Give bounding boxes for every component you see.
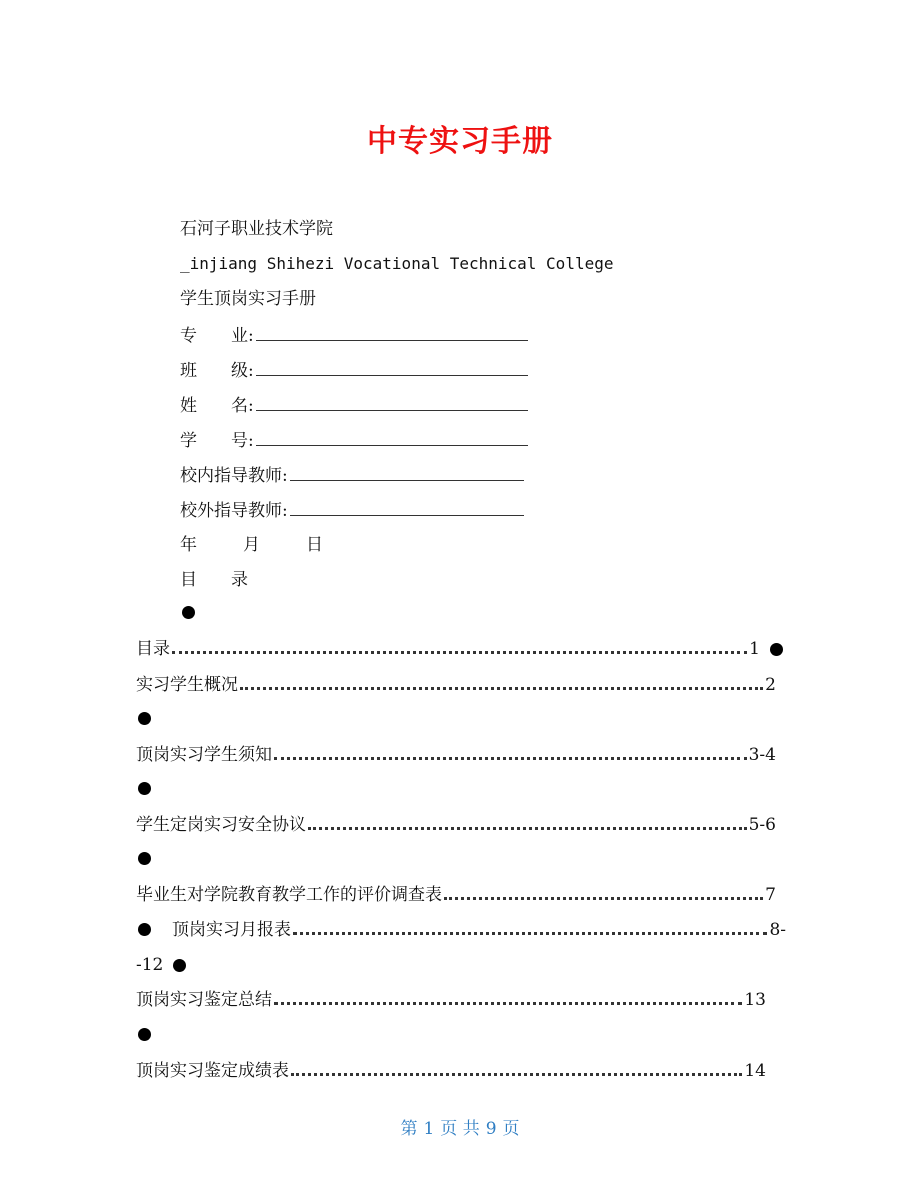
class-blank[interactable] [256, 357, 528, 376]
toc-entry[interactable] [136, 637, 760, 661]
day-label: 日 [306, 535, 323, 555]
toc-entry[interactable] [172, 918, 786, 942]
field-label: 学 号: [180, 431, 254, 451]
toc-title: 顶岗实习月报表 [172, 920, 291, 940]
bullet-icon [173, 959, 186, 972]
major-blank[interactable] [256, 322, 528, 341]
footer-page: 1 [423, 1119, 435, 1139]
month-label: 月 [243, 535, 260, 555]
internal-advisor-blank[interactable] [290, 462, 524, 481]
toc-title: 顶岗实习鉴定成绩表 [136, 1061, 289, 1081]
toc-entry[interactable] [136, 988, 766, 1012]
field-label: 校内指导教师: [180, 466, 288, 486]
bullet-icon [182, 606, 195, 619]
name-blank[interactable] [256, 392, 528, 411]
toc-entry[interactable] [136, 883, 776, 907]
toc-title: 目录 [136, 639, 170, 659]
external-advisor-blank[interactable] [290, 497, 524, 516]
field-label: 姓 名: [180, 396, 254, 416]
toc-leader [274, 1002, 742, 1005]
toc-entry[interactable] [136, 1059, 766, 1083]
toc-title: 实习学生概况 [136, 675, 238, 695]
handbook-name: 学生顶岗实习手册 [180, 289, 316, 309]
toc-page: 3-4 [748, 745, 776, 765]
college-name-cn: 石河子职业技术学院 [180, 219, 333, 239]
toc-leader [172, 651, 747, 654]
external-advisor-field [180, 497, 524, 523]
toc-entry[interactable] [136, 743, 776, 767]
footer-total: 9 [485, 1119, 497, 1139]
toc-title: 顶岗实习学生须知 [136, 745, 272, 765]
bullet-icon [138, 923, 151, 936]
toc-page: 7 [765, 885, 776, 905]
internal-advisor-field [180, 462, 524, 488]
toc-page-continued [136, 953, 176, 977]
toc-page: 2 [765, 675, 776, 695]
toc-leader [291, 1073, 742, 1076]
toc-heading: 目 录 [180, 570, 248, 590]
toc-page: 1 [749, 639, 760, 659]
field-label: 专 业: [180, 326, 254, 346]
field-label: 班 级: [180, 361, 254, 381]
toc-leader [444, 897, 763, 900]
name-field [180, 392, 528, 418]
bullet-icon [138, 712, 151, 725]
bullet-icon [138, 852, 151, 865]
toc-leader [240, 687, 763, 690]
toc-page: -12 [136, 955, 164, 975]
student-id-field [180, 427, 528, 453]
toc-title: 学生定岗实习安全协议 [136, 815, 306, 835]
toc-leader [308, 827, 747, 830]
toc-leader [293, 932, 767, 935]
year-label: 年 [180, 535, 197, 555]
field-label: 校外指导教师: [180, 501, 288, 521]
footer-prefix: 第 [400, 1119, 418, 1139]
toc-page: 14 [744, 1061, 766, 1081]
toc-leader [274, 757, 747, 760]
toc-entry[interactable] [136, 673, 776, 697]
footer-mid: 页 共 [440, 1119, 480, 1139]
college-name-en: _injiang Shihezi Vocational Technical College [180, 254, 614, 273]
page-footer [0, 1114, 920, 1139]
toc-page: 5-6 [748, 815, 776, 835]
class-field [180, 357, 528, 383]
toc-page: 8- [769, 920, 786, 940]
toc-page: 13 [744, 990, 766, 1010]
toc-title: 毕业生对学院教育教学工作的评价调查表 [136, 885, 442, 905]
student-id-blank[interactable] [256, 427, 528, 446]
toc-entry[interactable] [136, 813, 776, 837]
footer-suffix: 页 [502, 1119, 520, 1139]
bullet-icon [138, 1028, 151, 1041]
document-title: 中专实习手册 [367, 124, 553, 159]
major-field [180, 322, 528, 348]
bullet-icon [138, 782, 151, 795]
bullet-icon [770, 643, 783, 656]
toc-title: 顶岗实习鉴定总结 [136, 990, 272, 1010]
date-line [180, 533, 323, 557]
